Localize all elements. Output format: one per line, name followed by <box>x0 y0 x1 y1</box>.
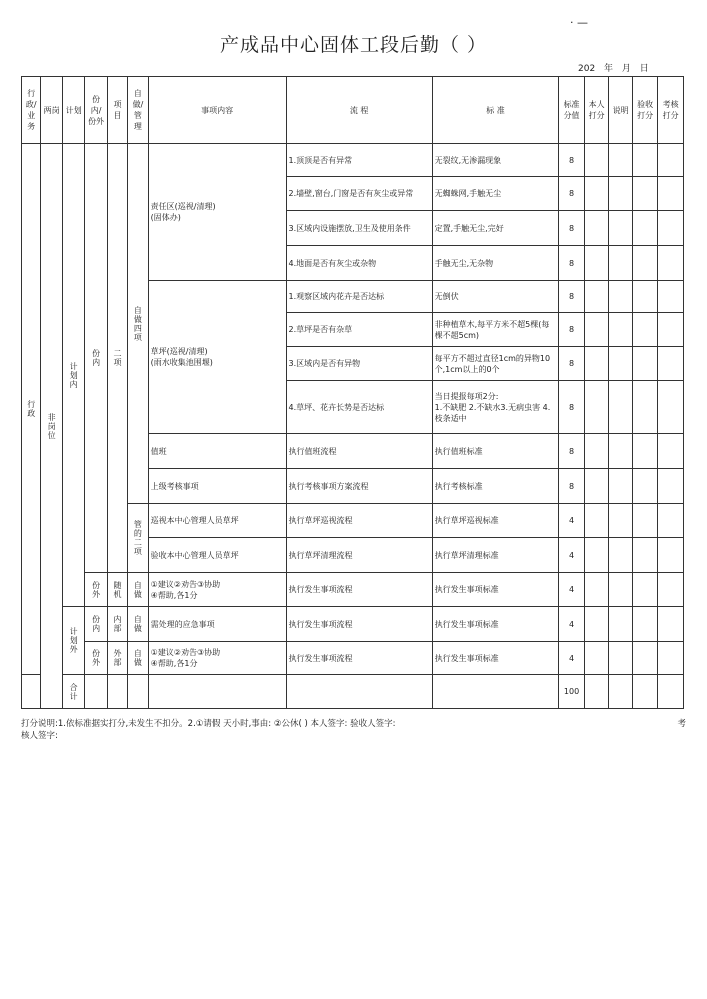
flow-cell: 1.观察区域内花卉是否达标 <box>286 281 432 313</box>
total-dept-blank <box>22 675 41 709</box>
note-input[interactable] <box>609 607 632 642</box>
accept-score-input[interactable] <box>632 504 658 538</box>
review-score-input[interactable] <box>658 144 684 177</box>
note-input[interactable] <box>609 281 632 313</box>
two-items-cell: 二项 <box>107 144 127 573</box>
accept-score-input[interactable] <box>632 144 658 177</box>
note-input[interactable] <box>609 675 632 709</box>
accept-score-input[interactable] <box>632 381 658 434</box>
total-label-cell: 合计 <box>62 675 84 709</box>
total-row <box>22 675 684 709</box>
accept-score-input[interactable] <box>632 347 658 381</box>
manage-two-cell: 管的二项 <box>128 504 148 573</box>
blank-cell <box>148 675 286 709</box>
standard-cell: 每平方不超过直径1cm的异物10个,1cm以上的0个 <box>432 347 559 381</box>
score-cell: 8 <box>559 469 585 504</box>
flow-cell: 2.墙壁,窗台,门窗是否有灰尘或异常 <box>286 177 432 211</box>
note-input[interactable] <box>609 434 632 469</box>
self-score-input[interactable] <box>584 211 609 246</box>
review-score-input[interactable] <box>658 675 684 709</box>
flow-cell: 执行发生事项流程 <box>286 573 432 607</box>
note-input[interactable] <box>609 177 632 211</box>
accept-score-input[interactable] <box>632 313 658 347</box>
flow-cell: 4.草坪、花卉长势是否达标 <box>286 381 432 434</box>
score-cell: 8 <box>559 144 585 177</box>
table-row <box>22 573 684 607</box>
review-score-input[interactable] <box>658 504 684 538</box>
header-content: 事项内容 <box>148 77 286 144</box>
fen-nei-cell-2: 份内 <box>85 607 107 642</box>
flow-cell: 4.地面是否有灰尘或杂物 <box>286 246 432 281</box>
scoring-notes <box>21 718 686 742</box>
flow-cell: 执行值班流程 <box>286 434 432 469</box>
sui-ji-cell: 随机 <box>107 573 127 607</box>
flow-cell: 3.区域内是否有异物 <box>286 347 432 381</box>
header-row <box>22 77 684 144</box>
self-do-cell: 自做 <box>128 642 148 675</box>
standard-cell: 无蜘蛛网,手触无尘 <box>432 177 559 211</box>
self-score-input[interactable] <box>584 675 609 709</box>
content-cell: ①建议②劝告③协助 ④帮助,各1分 <box>148 642 286 675</box>
blank-cell <box>286 675 432 709</box>
standard-cell: 当日提报每项2分: 1.不缺肥 2.不缺水3.无病虫害 4.枝条适中 <box>432 381 559 434</box>
accept-score-input[interactable] <box>632 177 658 211</box>
self-score-input[interactable] <box>584 177 609 211</box>
flow-cell: 1.顶顶是否有异常 <box>286 144 432 177</box>
flow-cell: 执行草坪清理流程 <box>286 538 432 573</box>
self-score-input[interactable] <box>584 347 609 381</box>
date-line: 202 年 月 日 <box>578 64 649 74</box>
note-input[interactable] <box>609 347 632 381</box>
review-score-input[interactable] <box>658 642 684 675</box>
header-note: 说明 <box>609 77 632 144</box>
note-input[interactable] <box>609 211 632 246</box>
assessment-table <box>21 76 684 709</box>
review-score-input[interactable] <box>658 381 684 434</box>
review-score-input[interactable] <box>658 246 684 281</box>
self-score-input[interactable] <box>584 469 609 504</box>
standard-cell: 执行发生事项标准 <box>432 607 559 642</box>
review-score-input[interactable] <box>658 313 684 347</box>
blank-cell <box>432 675 559 709</box>
header-self-score: 本人打分 <box>584 77 609 144</box>
score-cell: 8 <box>559 211 585 246</box>
score-cell: 4 <box>559 607 585 642</box>
score-cell: 4 <box>559 573 585 607</box>
fen-wai-cell-2: 份外 <box>85 642 107 675</box>
standard-cell: 执行值班标准 <box>432 434 559 469</box>
accept-score-input[interactable] <box>632 675 658 709</box>
table-row <box>22 642 684 675</box>
header-self-manage: 自做/管理 <box>128 77 148 144</box>
header-review-score: 考核打分 <box>658 77 684 144</box>
page-title: 产成品中心固体工段后勤（ ） <box>219 34 488 56</box>
score-cell: 8 <box>559 434 585 469</box>
self-score-input[interactable] <box>584 144 609 177</box>
flow-cell: 执行草坪巡视流程 <box>286 504 432 538</box>
flow-cell: 执行考核事项方案流程 <box>286 469 432 504</box>
blank-cell <box>128 675 148 709</box>
note-input[interactable] <box>609 504 632 538</box>
self-score-input[interactable] <box>584 642 609 675</box>
accept-score-input[interactable] <box>632 642 658 675</box>
note-input[interactable] <box>609 538 632 573</box>
header-flow: 流 程 <box>286 77 432 144</box>
review-score-input[interactable] <box>658 347 684 381</box>
self-score-input[interactable] <box>584 246 609 281</box>
header-plan: 计划 <box>62 77 84 144</box>
plan-in-cell: 计划内 <box>62 144 84 607</box>
post-cell: 非岗位 <box>41 144 62 709</box>
header-standard: 标 准 <box>432 77 559 144</box>
content-cell: 草坪(巡视/清理) (雨水收集池围堰) <box>148 281 286 434</box>
review-score-input[interactable] <box>658 469 684 504</box>
note-input[interactable] <box>609 469 632 504</box>
note-input[interactable] <box>609 573 632 607</box>
review-score-input[interactable] <box>658 177 684 211</box>
standard-cell: 非种植草木,每平方米不超5棵(每棵不超5cm) <box>432 313 559 347</box>
wai-bu-cell: 外部 <box>107 642 127 675</box>
self-score-input[interactable] <box>584 434 609 469</box>
note-input[interactable] <box>609 313 632 347</box>
accept-score-input[interactable] <box>632 211 658 246</box>
scoring-notes-right: 考 <box>677 719 686 729</box>
standard-cell: 执行草坪清理标准 <box>432 538 559 573</box>
score-cell: 8 <box>559 177 585 211</box>
content-cell: 验收本中心管理人员草坪 <box>148 538 286 573</box>
review-score-input[interactable] <box>658 538 684 573</box>
self-score-input[interactable] <box>584 381 609 434</box>
note-input[interactable] <box>609 246 632 281</box>
accept-score-input[interactable] <box>632 434 658 469</box>
standard-cell: 执行草坪巡视标准 <box>432 504 559 538</box>
review-score-input[interactable] <box>658 573 684 607</box>
content-cell: 上级考核事项 <box>148 469 286 504</box>
standard-cell: 执行发生事项标准 <box>432 642 559 675</box>
content-cell: 需处理的应急事项 <box>148 607 286 642</box>
content-cell: ①建议②劝告③协助 ④帮助,各1分 <box>148 573 286 607</box>
standard-cell: 无裂纹,无渗漏现象 <box>432 144 559 177</box>
total-score-cell: 100 <box>559 675 585 709</box>
scoring-notes-line2: 核人签字: <box>21 731 58 741</box>
header-accept-score: 验收打分 <box>632 77 658 144</box>
header-dept: 行政/业务 <box>22 77 41 144</box>
standard-cell: 无倒伏 <box>432 281 559 313</box>
scoring-notes-line1: 打分说明:1.依标准据实打分,未发生不扣分。2.①请假 天小时,事由: ②公休( ) 本人签字: 验收人签字: <box>21 719 396 729</box>
header-score: 标准分值 <box>559 77 585 144</box>
review-score-input[interactable] <box>658 607 684 642</box>
flow-cell: 执行发生事项流程 <box>286 607 432 642</box>
standard-cell: 执行发生事项标准 <box>432 573 559 607</box>
corner-mark: · — <box>570 16 588 29</box>
self-score-input[interactable] <box>584 573 609 607</box>
content-cell: 巡视本中心管理人员草坪 <box>148 504 286 538</box>
note-input[interactable] <box>609 381 632 434</box>
self-do-cell: 自做 <box>128 607 148 642</box>
score-cell: 4 <box>559 504 585 538</box>
self-score-input[interactable] <box>584 538 609 573</box>
standard-cell: 定置,手触无尘,完好 <box>432 211 559 246</box>
content-cell: 责任区(巡视/清理) (固体办) <box>148 144 286 281</box>
self-score-input[interactable] <box>584 607 609 642</box>
accept-score-input[interactable] <box>632 246 658 281</box>
self-do-cell: 自做 <box>128 573 148 607</box>
content-cell: 值班 <box>148 434 286 469</box>
fen-nei-cell: 份内 <box>85 144 107 573</box>
header-fen: 份内/份外 <box>85 77 107 144</box>
standard-cell: 手触无尘,无杂物 <box>432 246 559 281</box>
score-cell: 4 <box>559 538 585 573</box>
score-cell: 8 <box>559 381 585 434</box>
table-row <box>22 144 684 177</box>
note-input[interactable] <box>609 642 632 675</box>
accept-score-input[interactable] <box>632 607 658 642</box>
self-score-input[interactable] <box>584 313 609 347</box>
accept-score-input[interactable] <box>632 281 658 313</box>
accept-score-input[interactable] <box>632 573 658 607</box>
score-cell: 8 <box>559 246 585 281</box>
accept-score-input[interactable] <box>632 469 658 504</box>
blank-cell <box>107 675 127 709</box>
flow-cell: 2.草坪是否有杂草 <box>286 313 432 347</box>
score-cell: 8 <box>559 281 585 313</box>
header-item: 项目 <box>107 77 127 144</box>
plan-out-cell: 计划外 <box>62 607 84 675</box>
standard-cell: 执行考核标准 <box>432 469 559 504</box>
accept-score-input[interactable] <box>632 538 658 573</box>
self-four-cell: 自做四项 <box>128 144 148 504</box>
self-score-input[interactable] <box>584 504 609 538</box>
table-row <box>22 607 684 642</box>
self-score-input[interactable] <box>584 281 609 313</box>
score-cell: 8 <box>559 347 585 381</box>
flow-cell: 3.区域内设施摆放,卫生及使用条件 <box>286 211 432 246</box>
review-score-input[interactable] <box>658 211 684 246</box>
review-score-input[interactable] <box>658 434 684 469</box>
blank-cell <box>85 675 107 709</box>
nei-bu-cell: 内部 <box>107 607 127 642</box>
review-score-input[interactable] <box>658 281 684 313</box>
note-input[interactable] <box>609 144 632 177</box>
dept-cell: 行政 <box>22 144 41 675</box>
flow-cell: 执行发生事项流程 <box>286 642 432 675</box>
header-post: 两岗 <box>41 77 62 144</box>
score-cell: 4 <box>559 642 585 675</box>
score-cell: 8 <box>559 313 585 347</box>
fen-wai-cell: 份外 <box>85 573 107 607</box>
